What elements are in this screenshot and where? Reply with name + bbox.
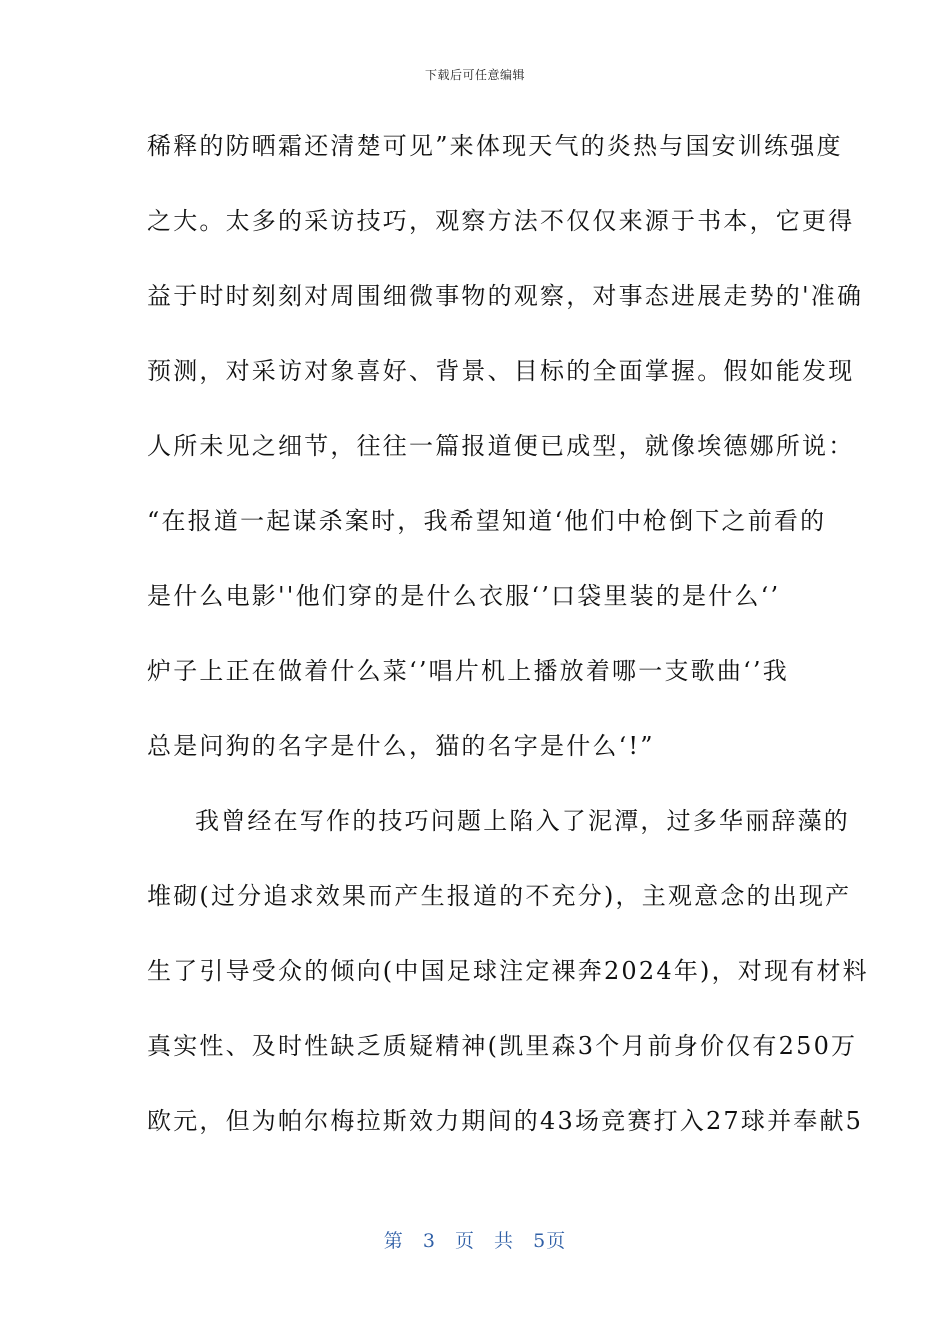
footer-total-word: 共 [494,1230,515,1252]
body-line-6: “在报道一起谋杀案时，我希望知道‘他们中枪倒下之前看的 [147,507,827,535]
body-line-8: 炉子上正在做着什么菜‘’唱片机上播放着哪一支歌曲‘’我 [147,657,789,685]
footer-total-pages: 5页 [533,1230,567,1252]
body-line-7: 是什么电影''他们穿的是什么衣服‘’口袋里装的是什么‘’ [147,582,781,610]
body-line-9: 总是问狗的名字是什么，猫的名字是什么‘!” [147,732,655,760]
footer-page-word: 页 [454,1230,475,1252]
body-line-3: 益于时时刻刻对周围细微事物的观察，对事态进展走势的'准确 [147,282,864,310]
body-line-1: 稀释的防晒霜还清楚可见”来体现天气的炎热与国安训练强度 [147,132,843,160]
footer-prefix: 第 [383,1230,404,1252]
document-body [147,120,869,1170]
body-line-4: 预测，对采访对象喜好、背景、目标的全面掌握。假如能发现 [147,357,855,385]
page-header-note: 下载后可任意编辑 [424,68,525,82]
body-line-5: 人所未见之细节，往往一篇报道便已成型，就像埃德娜所说： [147,432,855,460]
footer-current-page: 3 [422,1230,436,1252]
body-line-13: 真实性、及时性缺乏质疑精神(凯里森3个月前身价仅有250万 [147,1032,858,1060]
body-line-14: 欧元，但为帕尔梅拉斯效力期间的43场竞赛打入27球并奉献5 [147,1107,864,1135]
body-line-2: 之大。太多的采访技巧，观察方法不仅仅来源于书本，它更得 [147,207,855,235]
body-line-11: 堆砌(过分追求效果而产生报道的不充分)，主观意念的出现产 [147,882,852,910]
body-line-12: 生了引导受众的倾向(中国足球注定裸奔2024年)，对现有材料 [147,957,869,985]
page-footer [0,1226,950,1253]
body-line-10: 我曾经在写作的技巧问题上陷入了泥潭，过多华丽辞藻的 [195,807,850,835]
